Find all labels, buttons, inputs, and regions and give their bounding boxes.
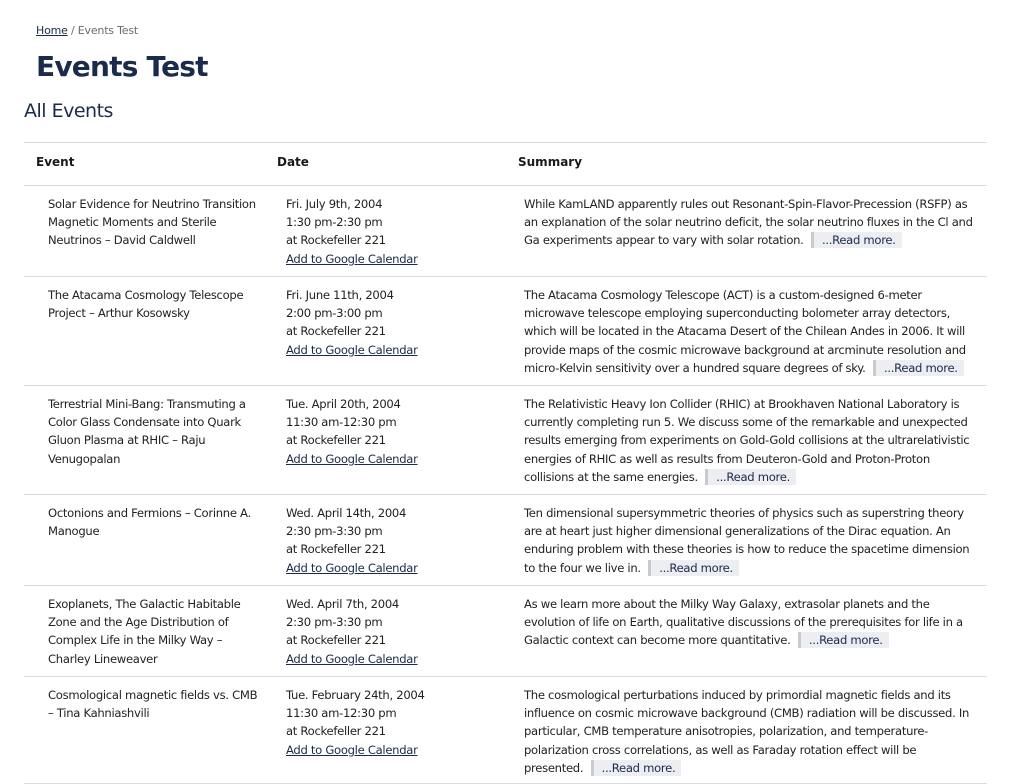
event-date-cell (286, 595, 506, 668)
event-summary-cell (524, 686, 974, 777)
breadcrumb-home-link[interactable]: Home (36, 24, 68, 37)
breadcrumb-separator: / (70, 24, 75, 37)
add-to-google-calendar-link[interactable]: Add to Google Calendar (286, 342, 418, 357)
event-date: Tue. February 24th, 2004 (286, 688, 425, 702)
event-date-cell (286, 395, 506, 468)
read-more-link[interactable]: ...Read more. (648, 560, 739, 576)
event-date: Fri. June 11th, 2004 (286, 288, 394, 302)
event-location: at Rockefeller 221 (286, 433, 386, 448)
event-time: 2:30 pm-3:30 pm (286, 524, 383, 539)
event-summary: Ten dimensional supersymmetric theories of physics such as superstring theory are at heart just higher dimensional generalizations of the Dirac equation. An enduring problem with these theories is how to reduce the spacetime dimension to the four we live in. (524, 506, 970, 575)
event-summary: While KamLAND apparently rules out Resonant-Spin-Flavor-Precession (RSFP) as an explanation of the solar neutrino deficit, the solar neutrino fluxes in the Cl and Ga experiments appear to vary with solar rotation. (524, 197, 973, 248)
header-summary: Summary (518, 155, 583, 169)
event-date-cell (286, 286, 506, 359)
event-title: Cosmological magnetic fields vs. CMB – Tina Kahniashvili (48, 688, 258, 721)
read-more-link[interactable]: ...Read more. (798, 632, 889, 648)
event-title: Terrestrial Mini-Bang: Transmuting a Color Glass Condensate into Quark Gluon Plasma at RHIC – Raju Venugopalan (48, 397, 246, 466)
add-to-google-calendar-link[interactable]: Add to Google Calendar (286, 742, 418, 757)
table-row (24, 186, 987, 277)
event-title: Exoplanets, The Galactic Habitable Zone and the Age Distribution of Complex Life in the Milky Way – Charley Lineweaver (48, 597, 241, 666)
table-row (24, 586, 987, 677)
add-to-google-calendar-link[interactable]: Add to Google Calendar (286, 451, 418, 466)
header-date: Date (277, 155, 309, 169)
breadcrumb (36, 24, 138, 37)
read-more-link[interactable]: ...Read more. (591, 760, 682, 776)
event-title: The Atacama Cosmology Telescope Project – Arthur Kosowsky (48, 288, 244, 321)
event-time: 11:30 am-12:30 pm (286, 706, 397, 721)
event-date: Fri. July 9th, 2004 (286, 197, 383, 211)
event-title: Octonions and Fermions – Corinne A. Manogue (48, 506, 251, 539)
events-table (24, 142, 987, 784)
table-row (24, 277, 987, 386)
event-time: 2:00 pm-3:00 pm (286, 306, 383, 321)
event-summary: The Relativistic Heavy Ion Collider (RHIC) at Brookhaven National Laboratory is currently completing run 5. We discuss some of the remarkable and unexpected results emerging from experiments on Gold-Gold collisions at the ultrarelativistic energies of RHIC as well as results from Deuteron-Gold and Proton-Proton collisions at the same energies. (524, 397, 970, 484)
table-row (24, 677, 987, 784)
event-date-cell (286, 686, 506, 759)
event-location: at Rockefeller 221 (286, 633, 386, 648)
event-location: at Rockefeller 221 (286, 324, 386, 339)
table-header (24, 143, 987, 186)
event-time: 2:30 pm-3:30 pm (286, 615, 383, 630)
event-summary: The cosmological perturbations induced by primordial magnetic fields and its influence on cosmic microwave background (CMB) radiation will be discussed. In particular, CMB temperature anisotropies, polarization, and temperature-polarization cross correlations, as well as Faraday rotation effect will be presented. (524, 688, 970, 775)
event-summary-cell (524, 504, 974, 577)
header-event: Event (36, 155, 75, 169)
event-summary-cell (524, 195, 974, 250)
read-more-link[interactable]: ...Read more. (811, 232, 902, 248)
event-location: at Rockefeller 221 (286, 542, 386, 557)
event-summary: The Atacama Cosmology Telescope (ACT) is a custom-designed 6-meter microwave telescope employing superconducting bolometer array detectors, which will be located in the Atacama Desert of the Chilean Andes in 2006. It will provide maps of the cosmic microwave background at arcminute resolution and micro-Kelvin sensitivity over a hundred square degrees of sky. (524, 288, 966, 375)
event-summary: As we learn more about the Milky Way Galaxy, extrasolar planets and the evolution of life on Earth, qualitative discussions of the prerequisites for life in a Galactic context can become more quantitative. (524, 597, 963, 648)
read-more-link[interactable]: ...Read more. (705, 469, 796, 485)
table-row (24, 386, 987, 495)
section-title: All Events (24, 100, 113, 122)
read-more-link[interactable]: ...Read more. (873, 360, 964, 376)
breadcrumb-current: Events Test (77, 24, 138, 37)
event-date: Tue. April 20th, 2004 (286, 397, 401, 411)
event-date-cell (286, 195, 506, 268)
add-to-google-calendar-link[interactable]: Add to Google Calendar (286, 251, 418, 266)
table-row (24, 495, 987, 586)
event-summary-cell (524, 286, 974, 377)
event-title: Solar Evidence for Neutrino Transition Magnetic Moments and Sterile Neutrinos – David Caldwell (48, 197, 256, 248)
event-time: 1:30 pm-2:30 pm (286, 215, 383, 230)
event-date: Wed. April 14th, 2004 (286, 506, 407, 520)
event-summary-cell (524, 595, 974, 650)
event-date-cell (286, 504, 506, 577)
event-location: at Rockefeller 221 (286, 724, 386, 739)
page-title: Events Test (36, 50, 208, 83)
add-to-google-calendar-link[interactable]: Add to Google Calendar (286, 560, 418, 575)
event-date: Wed. April 7th, 2004 (286, 597, 399, 611)
event-time: 11:30 am-12:30 pm (286, 415, 397, 430)
add-to-google-calendar-link[interactable]: Add to Google Calendar (286, 651, 418, 666)
event-summary-cell (524, 395, 974, 486)
event-location: at Rockefeller 221 (286, 233, 386, 248)
